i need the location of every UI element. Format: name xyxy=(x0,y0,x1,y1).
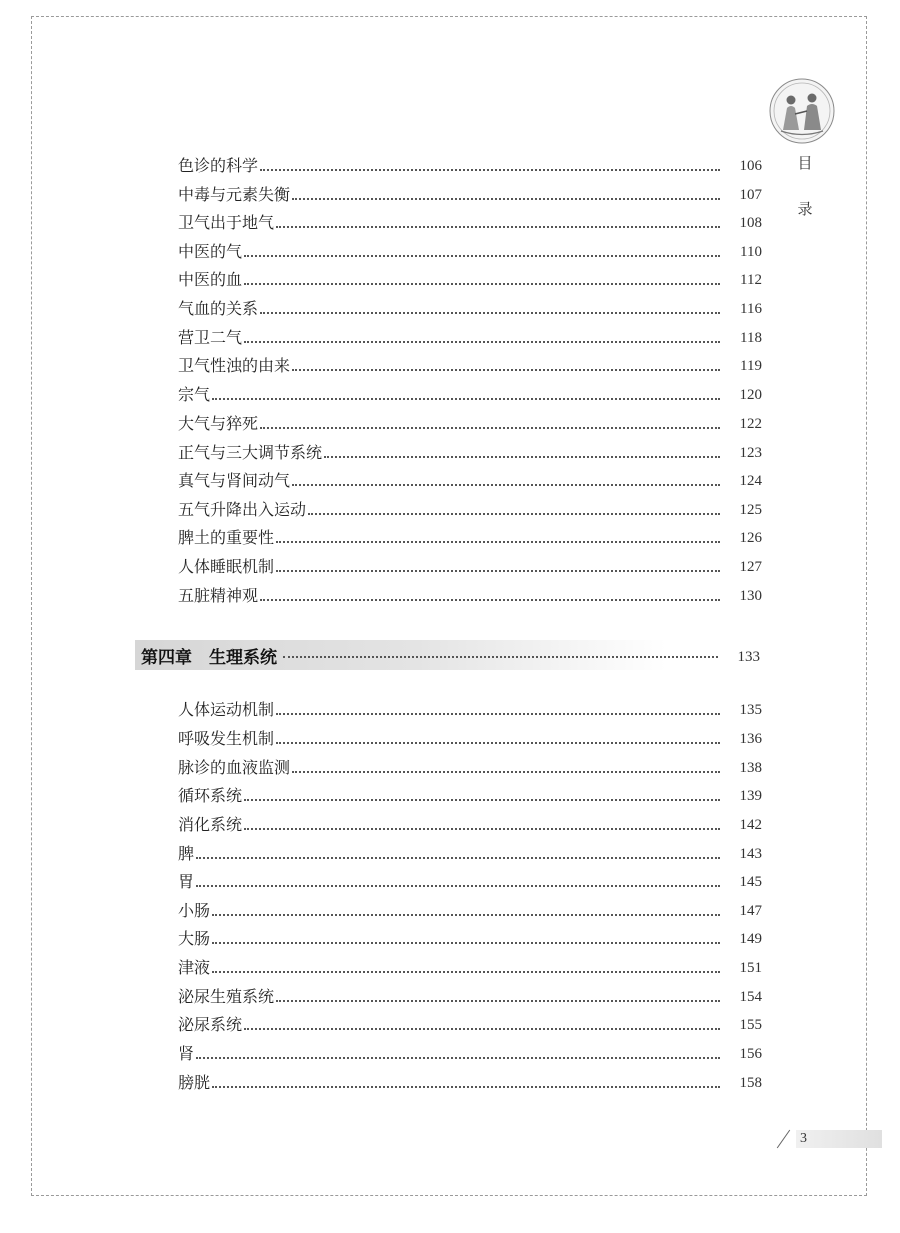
toc-entry-page: 147 xyxy=(739,903,762,919)
dot-leader xyxy=(324,456,720,458)
chapter-page: 133 xyxy=(737,648,760,665)
dot-leader xyxy=(260,599,720,601)
toc-entry[interactable] xyxy=(178,236,762,262)
dot-leader xyxy=(244,283,720,285)
toc-entry[interactable] xyxy=(178,494,762,520)
dot-leader xyxy=(196,885,720,887)
toc-entry-page: 127 xyxy=(739,559,762,575)
toc-entry-page: 142 xyxy=(739,817,762,833)
dot-leader xyxy=(196,857,720,859)
toc-entry-title: 中毒与元素失衡 xyxy=(178,185,291,204)
toc-entry-page: 156 xyxy=(739,1046,762,1062)
dot-leader xyxy=(276,570,720,572)
dot-leader xyxy=(276,713,720,715)
dot-leader xyxy=(283,656,718,658)
toc-entry-title: 大肠 xyxy=(178,929,211,948)
toc-entry[interactable] xyxy=(178,923,762,949)
dot-leader xyxy=(196,1057,720,1059)
dot-leader xyxy=(260,312,720,314)
toc-entry-title: 呼吸发生机制 xyxy=(178,729,275,748)
page-number-tab xyxy=(780,1130,882,1148)
toc-entry-page: 151 xyxy=(739,960,762,976)
dot-leader xyxy=(292,484,720,486)
dot-leader xyxy=(260,427,720,429)
chapter-heading[interactable] xyxy=(135,640,760,670)
toc-entry-page: 158 xyxy=(739,1075,762,1091)
toc-entry-title: 正气与三大调节系统 xyxy=(178,443,323,462)
dot-leader xyxy=(212,942,720,944)
toc-entry[interactable] xyxy=(178,1067,762,1093)
toc-entry-title: 小肠 xyxy=(178,901,211,920)
dot-leader xyxy=(276,1000,720,1002)
toc-entry-page: 143 xyxy=(739,846,762,862)
toc-entry[interactable] xyxy=(178,780,762,806)
toc-entry-page: 155 xyxy=(739,1017,762,1033)
toc-entry[interactable] xyxy=(178,179,762,205)
toc-entry-page: 118 xyxy=(740,330,762,346)
toc-entry[interactable] xyxy=(178,408,762,434)
dot-leader xyxy=(212,398,720,400)
toc-entry-page: 116 xyxy=(740,301,762,317)
toc-entry-page: 122 xyxy=(739,416,762,432)
toc-entry[interactable] xyxy=(178,895,762,921)
toc-entry-page: 136 xyxy=(739,731,762,747)
toc-entry-title: 脾 xyxy=(178,844,195,863)
toc-entry-title: 循环系统 xyxy=(178,786,243,805)
toc-entry-title: 大气与猝死 xyxy=(178,414,259,433)
dot-leader xyxy=(292,198,720,200)
toc-entry-title: 泌尿生殖系统 xyxy=(178,987,275,1006)
toc-entry-page: 130 xyxy=(739,588,762,604)
dot-leader xyxy=(308,513,720,515)
toc-entry[interactable] xyxy=(178,694,762,720)
toc-entry[interactable] xyxy=(178,551,762,577)
toc-entry[interactable] xyxy=(178,752,762,778)
toc-entry[interactable] xyxy=(178,207,762,233)
toc-entry[interactable] xyxy=(178,264,762,290)
dot-leader xyxy=(244,255,720,257)
toc-entry-title: 卫气性浊的由来 xyxy=(178,356,291,375)
toc-entry-title: 中医的血 xyxy=(178,270,243,289)
toc-entry-title: 津液 xyxy=(178,958,211,977)
page-number: 3 xyxy=(800,1131,807,1146)
toc-entry[interactable] xyxy=(178,723,762,749)
dot-leader xyxy=(276,541,720,543)
toc-entry[interactable] xyxy=(178,580,762,606)
toc-entry[interactable] xyxy=(178,150,762,176)
dot-leader xyxy=(260,169,720,171)
dot-leader xyxy=(244,341,720,343)
toc-entry-title: 肾 xyxy=(178,1044,195,1063)
toc-entry[interactable] xyxy=(178,293,762,319)
toc-entry-title: 营卫二气 xyxy=(178,328,243,347)
toc-entry[interactable] xyxy=(178,981,762,1007)
toc-entry-title: 气血的关系 xyxy=(178,299,259,318)
chapter-title: 第四章 生理系统 xyxy=(141,647,277,668)
toc-entry[interactable] xyxy=(178,1038,762,1064)
toc-entry[interactable] xyxy=(178,809,762,835)
toc-entry-title: 真气与肾间动气 xyxy=(178,471,291,490)
dot-leader xyxy=(244,1028,720,1030)
dot-leader xyxy=(212,971,720,973)
dot-leader xyxy=(292,369,720,371)
toc-entry-title: 膀胱 xyxy=(178,1073,211,1092)
toc-entry-page: 107 xyxy=(739,187,762,203)
toc-entry-page: 139 xyxy=(739,788,762,804)
toc-entry-page: 120 xyxy=(739,387,762,403)
toc-entry[interactable] xyxy=(178,322,762,348)
toc-entry[interactable] xyxy=(178,866,762,892)
toc-entry[interactable] xyxy=(178,838,762,864)
toc-entry-page: 123 xyxy=(739,445,762,461)
dot-leader xyxy=(244,828,720,830)
toc-entry-title: 色诊的科学 xyxy=(178,156,259,175)
dot-leader xyxy=(292,771,720,773)
dot-leader xyxy=(276,226,720,228)
toc-entry[interactable] xyxy=(178,350,762,376)
toc-entry-title: 人体睡眠机制 xyxy=(178,557,275,576)
toc-entry-title: 宗气 xyxy=(178,385,211,404)
toc-entry-title: 脾土的重要性 xyxy=(178,528,275,547)
toc-entry-page: 106 xyxy=(739,158,762,174)
dot-leader xyxy=(212,914,720,916)
toc-entry-page: 126 xyxy=(739,530,762,546)
toc-entry[interactable] xyxy=(178,522,762,548)
dot-leader xyxy=(244,799,720,801)
toc-entry-title: 胃 xyxy=(178,872,195,891)
toc-entry[interactable] xyxy=(178,437,762,463)
toc-entry-page: 125 xyxy=(739,502,762,518)
toc-entry-title: 五气升降出入运动 xyxy=(178,500,307,519)
toc-entry-page: 112 xyxy=(740,272,762,288)
side-title-char-2: 录 xyxy=(797,200,813,218)
toc-entry[interactable] xyxy=(178,379,762,405)
toc-entry-title: 五脏精神观 xyxy=(178,586,259,605)
toc-entry-title: 消化系统 xyxy=(178,815,243,834)
toc-entry-title: 卫气出于地气 xyxy=(178,213,275,232)
toc-entry-page: 145 xyxy=(739,874,762,890)
toc-entry-title: 人体运动机制 xyxy=(178,700,275,719)
toc-entry-page: 119 xyxy=(740,358,762,374)
toc-entry[interactable] xyxy=(178,952,762,978)
toc-entry-page: 149 xyxy=(739,931,762,947)
toc-entry-title: 脉诊的血液监测 xyxy=(178,758,291,777)
toc-entry-page: 124 xyxy=(739,473,762,489)
toc-entry-page: 110 xyxy=(740,244,762,260)
toc-entry[interactable] xyxy=(178,1009,762,1035)
dot-leader xyxy=(276,742,720,744)
toc-entry[interactable] xyxy=(178,465,762,491)
side-title-char-1: 目 xyxy=(797,154,813,172)
toc-entry-page: 108 xyxy=(739,215,762,231)
toc-entry-title: 中医的气 xyxy=(178,242,243,261)
dot-leader xyxy=(212,1086,720,1088)
page-number-bar xyxy=(796,1130,882,1148)
toc-entry-page: 138 xyxy=(739,760,762,776)
toc-entry-page: 154 xyxy=(739,989,762,1005)
toc-entry-page: 135 xyxy=(739,702,762,718)
toc-entry-title: 泌尿系统 xyxy=(178,1015,243,1034)
